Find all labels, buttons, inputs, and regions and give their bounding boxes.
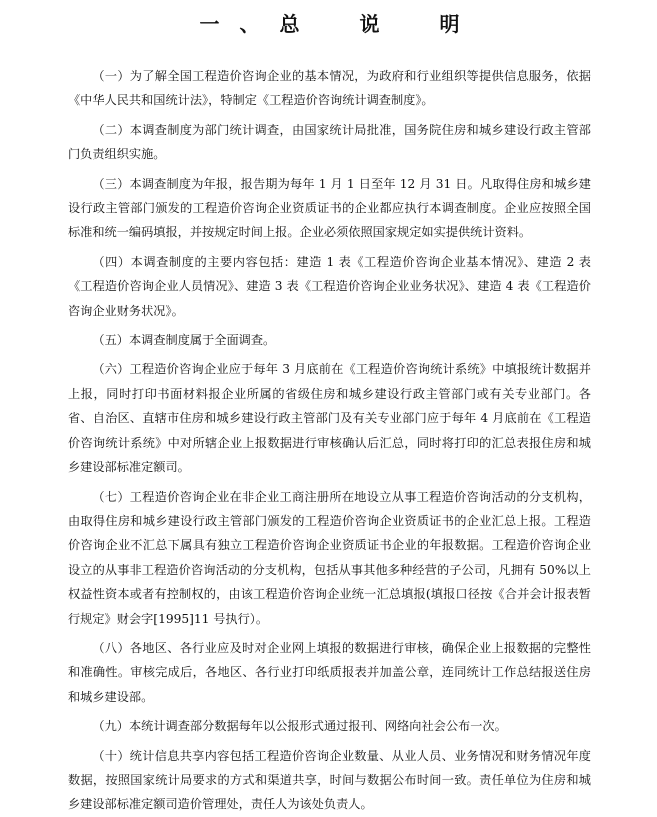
paragraph-4: （四）本调查制度的主要内容包括：建造 1 表《工程造价咨询企业基本情况》、建造 2 表《工程造价咨询企业人员情况》、建造 3 表《工程造价咨询企业业务状况》、建造 4 表《工程造价咨询企业财务状况》。	[68, 254, 591, 318]
paragraph-5: （五）本调查制度属于全面调查。	[92, 333, 276, 348]
paragraph-6: （六）工程造价咨询企业应于每年 3 月底前在《工程造价咨询统计系统》中填报统计数据并上报，同时打印书面材料报企业所属的省级住房和城乡建设行政主管部门或有关专业部门。各省、自治区、直辖市住房和城乡建设行政主管部门及有关专业部门应于每年 4 月底前在《工程造价咨询统计系统》中对所辖企业上报数据进行审核确认后汇总，同时将打印的汇总表报住房和城乡建设部标准定额司。	[68, 362, 591, 475]
paragraph-2: （二）本调查制度为部门统计调查，由国家统计局批准，国务院住房和城乡建设行政主管部门负责组织实施。	[68, 122, 591, 162]
paragraph-1: （一）为了解全国工程造价咨询企业的基本情况，为政府和行业组织等提供信息服务，依据《中华人民共和国统计法》，特制定《工程造价咨询统计调查制度》。	[68, 69, 591, 108]
paragraph-3: （三）本调查制度为年报，报告期为每年 1 月 1 日至年 12 月 31 日。凡取得住房和城乡建设行政主管部门颁发的工程造价咨询企业资质证书的企业都应执行本调查制度。企业应按照全国标准和统一编码填报，并按规定时间上报。企业必须依照国家规定如实提供统计资料。	[68, 176, 591, 240]
paragraph-7: （七）工程造价咨询企业在非企业工商注册所在地设立从事工程造价咨询活动的分支机构，由取得住房和城乡建设行政主管部门颁发的工程造价咨询企业资质证书的企业汇总上报。工程造价咨询企业不汇总下属具有独立工程造价咨询企业资质证书企业的年报数据。工程造价咨询企业设立的从事非工程造价咨询活动的分支机构，包括从事其他多种经营的子公司，凡拥有 50%以上权益性资本或者有控制权的，由该工程造价咨询企业统一汇总填报(填报口径按《合并会计报表暂行规定》财会字[1995]11 号执行）。	[68, 489, 591, 626]
paragraph-8: （八）各地区、各行业应及时对企业网上填报的数据进行审核，确保企业上报数据的完整性和准确性。审核完成后，各地区、各行业打印纸质报表并加盖公章，连同统计工作总结报送住房和城乡建设部。	[68, 640, 591, 704]
paragraph-9: （九）本统计调查部分数据每年以公报形式通过报刊、网络向社会公布一次。	[92, 719, 507, 734]
page-title: 一、总 说 明	[199, 12, 480, 36]
paragraph-10: （十）统计信息共享内容包括工程造价咨询企业数量、从业人员、业务情况和财务情况年度数据，按照国家统计局要求的方式和渠道共享，时间与数据公布时间一致。责任单位为住房和城乡建设部标准定额司造价管理处，责任人为该处负责人。	[68, 748, 591, 812]
